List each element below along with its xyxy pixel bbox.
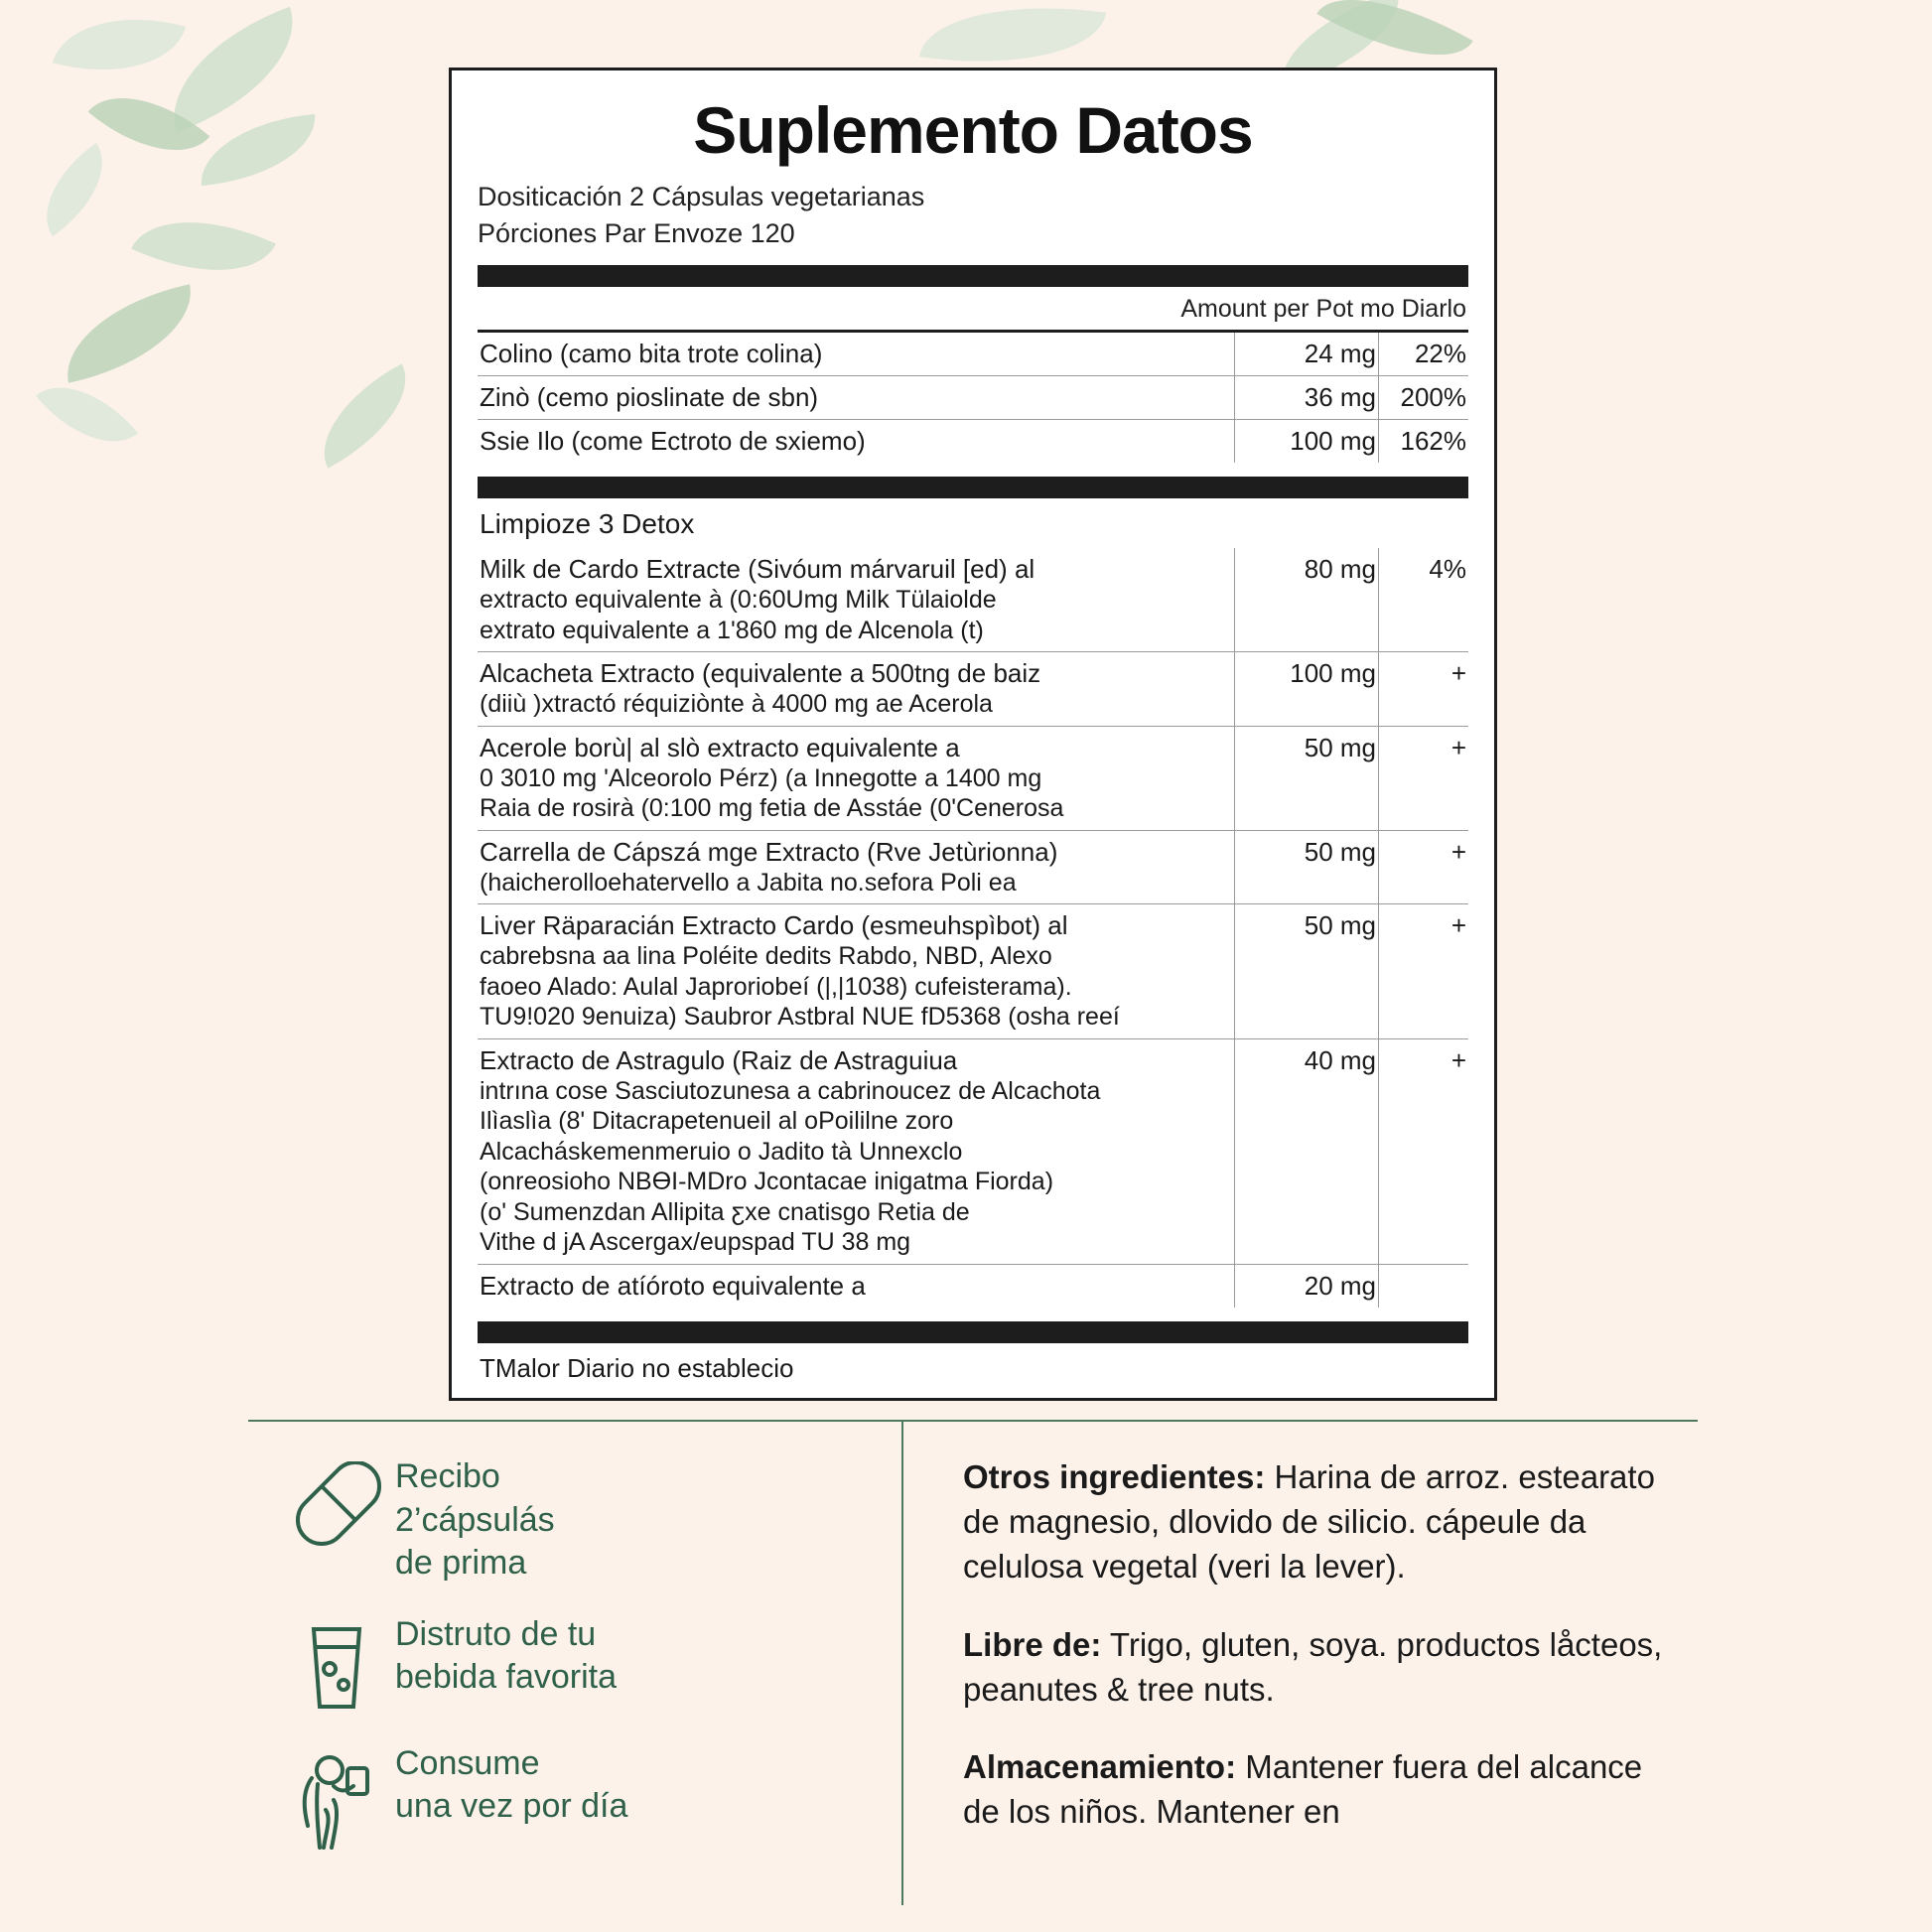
ingredient-amount: 50 mg bbox=[1235, 830, 1379, 904]
usage-line: Consume bbox=[395, 1743, 540, 1782]
ingredient-subline: extracto equivalente à (0:60Umg Milk Tülaiolde bbox=[480, 586, 997, 615]
footnote-text: TMalor Diario no establecio bbox=[480, 1352, 794, 1383]
table-row bbox=[478, 830, 1468, 904]
ingredient-subline: cabrebsna aa lina Poléite dedits Rabdo, NBD, Alexo bbox=[480, 942, 1052, 971]
table-row bbox=[478, 548, 1468, 652]
nutrient-daily-value: 162% bbox=[1379, 420, 1469, 464]
amount-per-serving-header: Amount per Pot mo Diarlo bbox=[478, 287, 1468, 333]
nutrient-table bbox=[478, 333, 1468, 463]
usage-line: una vez por día bbox=[395, 1787, 628, 1826]
usage-item-capsules bbox=[278, 1455, 872, 1586]
ingredient-name: Milk de Cardo Extracte (Sivóum márvaruil [ed) al bbox=[480, 554, 1035, 585]
other-ingredients-text: Harina de arroz. estearato de magnesio, dlovido de silicio. cápeule da celulosa vegetal (veri la lever). bbox=[963, 1458, 1655, 1585]
usage-line: 2’cápsulás bbox=[395, 1500, 555, 1539]
nutrient-daily-value: 200% bbox=[1379, 376, 1469, 420]
leaf-icon bbox=[54, 284, 205, 383]
ingredient-subline: faoeo Alado: Aulal Japroriobeí (|,|1038) cufeisterama). bbox=[480, 972, 1072, 1001]
leaf-icon bbox=[197, 114, 321, 186]
storage-label: Almacenamiento: bbox=[963, 1748, 1237, 1786]
divider-thick-top bbox=[478, 265, 1468, 287]
nutrient-name: Colino (camo bita trote colina) bbox=[478, 333, 1235, 376]
ingredient-name: Alcacheta Extracto (equivalente a 500tng de baiz bbox=[480, 658, 1041, 689]
usage-item-consume bbox=[278, 1742, 872, 1858]
table-row bbox=[478, 420, 1468, 464]
blend-title: Limpioze 3 Detox bbox=[480, 508, 695, 540]
blend-table bbox=[478, 548, 1468, 1308]
divider-thick-bottom bbox=[478, 1321, 1468, 1343]
ingredient-subline: Ilìaslìa (8' Ditacrapetenueil al oPoililne zoro bbox=[480, 1107, 954, 1136]
usage-and-info-section bbox=[248, 1420, 1698, 1905]
other-info-column bbox=[903, 1422, 1698, 1905]
ingredient-subline: (diiù )xtractó réquiziònte à 4000 mg ae Acerola bbox=[480, 690, 993, 719]
ingredient-subline: TU9!020 9enuiza) Saubror Astbral NUE fD5368 (osha reeí bbox=[480, 1003, 1120, 1032]
ingredient-amount: 20 mg bbox=[1235, 1264, 1379, 1308]
glass-icon bbox=[278, 1613, 395, 1715]
table-row bbox=[478, 726, 1468, 830]
ingredient-daily-value: 4% bbox=[1379, 548, 1469, 652]
ingredient-daily-value: + bbox=[1379, 830, 1469, 904]
table-row bbox=[478, 333, 1468, 376]
ingredient-daily-value: + bbox=[1379, 904, 1469, 1039]
ingredient-name: Extracto de atíóroto equivalente a bbox=[480, 1270, 866, 1301]
ingredient-subline: extrato equivalente a 1'860 mg de Alcenola (t) bbox=[480, 616, 984, 644]
storage-block bbox=[963, 1745, 1678, 1835]
usage-line: de prima bbox=[395, 1544, 527, 1583]
storage-text: Mantener fuera del alcance de los niños. Mantener en bbox=[963, 1748, 1643, 1831]
usage-line: Distruto de tu bbox=[395, 1614, 597, 1653]
ingredient-subline: intrına cose Sasciutozunesa a cabrinoucez de Alcachota bbox=[480, 1076, 1101, 1105]
free-from-block bbox=[963, 1623, 1678, 1713]
table-row bbox=[478, 376, 1468, 420]
table-row bbox=[478, 652, 1468, 727]
ingredient-daily-value: + bbox=[1379, 1038, 1469, 1264]
serving-size-text: Dositicación 2 Cápsulas vegetarianas bbox=[478, 182, 925, 212]
leaf-icon bbox=[53, 0, 186, 93]
page-title: Suplemento Datos bbox=[693, 93, 1253, 167]
usage-column bbox=[248, 1422, 903, 1905]
ingredient-subline: Vithe d jA Ascergax/eupspad TU 38 mg bbox=[480, 1228, 911, 1257]
ingredient-name: Liver Räparacián Extracto Cardo (esmeuhspìbot) al bbox=[480, 910, 1068, 941]
ingredient-subline: (o' Sumenzdan Allipita ƹxe cnatisgo Retia de bbox=[480, 1197, 970, 1226]
nutrient-amount: 36 mg bbox=[1235, 376, 1379, 420]
divider-thick-middle bbox=[478, 477, 1468, 498]
ingredient-subline: (onreosioho NBƟI-MDro Jcontacae inigatma Fiorda) bbox=[480, 1168, 1054, 1196]
usage-item-drink bbox=[278, 1613, 872, 1715]
leaf-icon bbox=[131, 190, 276, 304]
ingredient-daily-value: + bbox=[1379, 652, 1469, 727]
usage-line: Recibo bbox=[395, 1457, 500, 1495]
nutrient-daily-value: 22% bbox=[1379, 333, 1469, 376]
nutrient-name: Zinò (cemo pioslinate de sbn) bbox=[478, 376, 1235, 420]
ingredient-amount: 100 mg bbox=[1235, 652, 1379, 727]
ingredient-amount: 80 mg bbox=[1235, 548, 1379, 652]
table-row bbox=[478, 904, 1468, 1039]
ingredient-subline: 0 3010 mg 'Alceorolo Pérz) (a Innegotte a 1400 mg bbox=[480, 763, 1042, 792]
leaf-icon bbox=[23, 143, 126, 236]
ingredient-amount: 50 mg bbox=[1235, 904, 1379, 1039]
ingredient-name: Extracto de Astragulo (Raiz de Astraguiua bbox=[480, 1044, 958, 1075]
capsule-icon bbox=[278, 1455, 395, 1547]
free-from-text: Trigo, gluten, soya. productos låcteos, peanutes & tree nuts. bbox=[963, 1625, 1663, 1708]
table-row bbox=[478, 1038, 1468, 1264]
ingredient-name: Acerole borù| al slò extracto equivalente a bbox=[480, 732, 960, 762]
ingredient-amount: 40 mg bbox=[1235, 1038, 1379, 1264]
supplement-facts-panel bbox=[449, 68, 1497, 1401]
usage-line: bebida favorita bbox=[395, 1658, 618, 1697]
ingredient-amount: 50 mg bbox=[1235, 726, 1379, 830]
ingredient-daily-value bbox=[1379, 1264, 1469, 1308]
other-ingredients-label: Otros ingredientes: bbox=[963, 1458, 1266, 1495]
leaf-icon bbox=[301, 363, 429, 468]
nutrient-name: Ssie Ilo (come Ectroto de sxiemo) bbox=[480, 426, 866, 457]
nutrient-amount: 24 mg bbox=[1235, 333, 1379, 376]
ingredient-subline: Raia de rosirà (0:100 mg fetia de Asstáe (0'Cenerosa bbox=[480, 794, 1064, 823]
table-row bbox=[478, 1264, 1468, 1308]
ingredient-daily-value: + bbox=[1379, 726, 1469, 830]
servings-per-container-text: Pórciones Par Envoze 120 bbox=[478, 217, 795, 248]
ingredient-subline: (haicherolloehatervello a Jabita no.sefora Poli ea bbox=[480, 868, 1017, 897]
free-from-label: Libre de: bbox=[963, 1625, 1102, 1663]
nutrient-amount: 100 mg bbox=[1235, 420, 1379, 464]
other-ingredients-block bbox=[963, 1455, 1678, 1589]
person-drinking-icon bbox=[278, 1742, 395, 1858]
ingredient-name: Carrella de Cápszá mge Extracto (Rve Jetùrionna) bbox=[480, 836, 1058, 867]
ingredient-subline: Alcacháskemenmeruio o Jadito tà Unnexclo bbox=[480, 1137, 963, 1166]
